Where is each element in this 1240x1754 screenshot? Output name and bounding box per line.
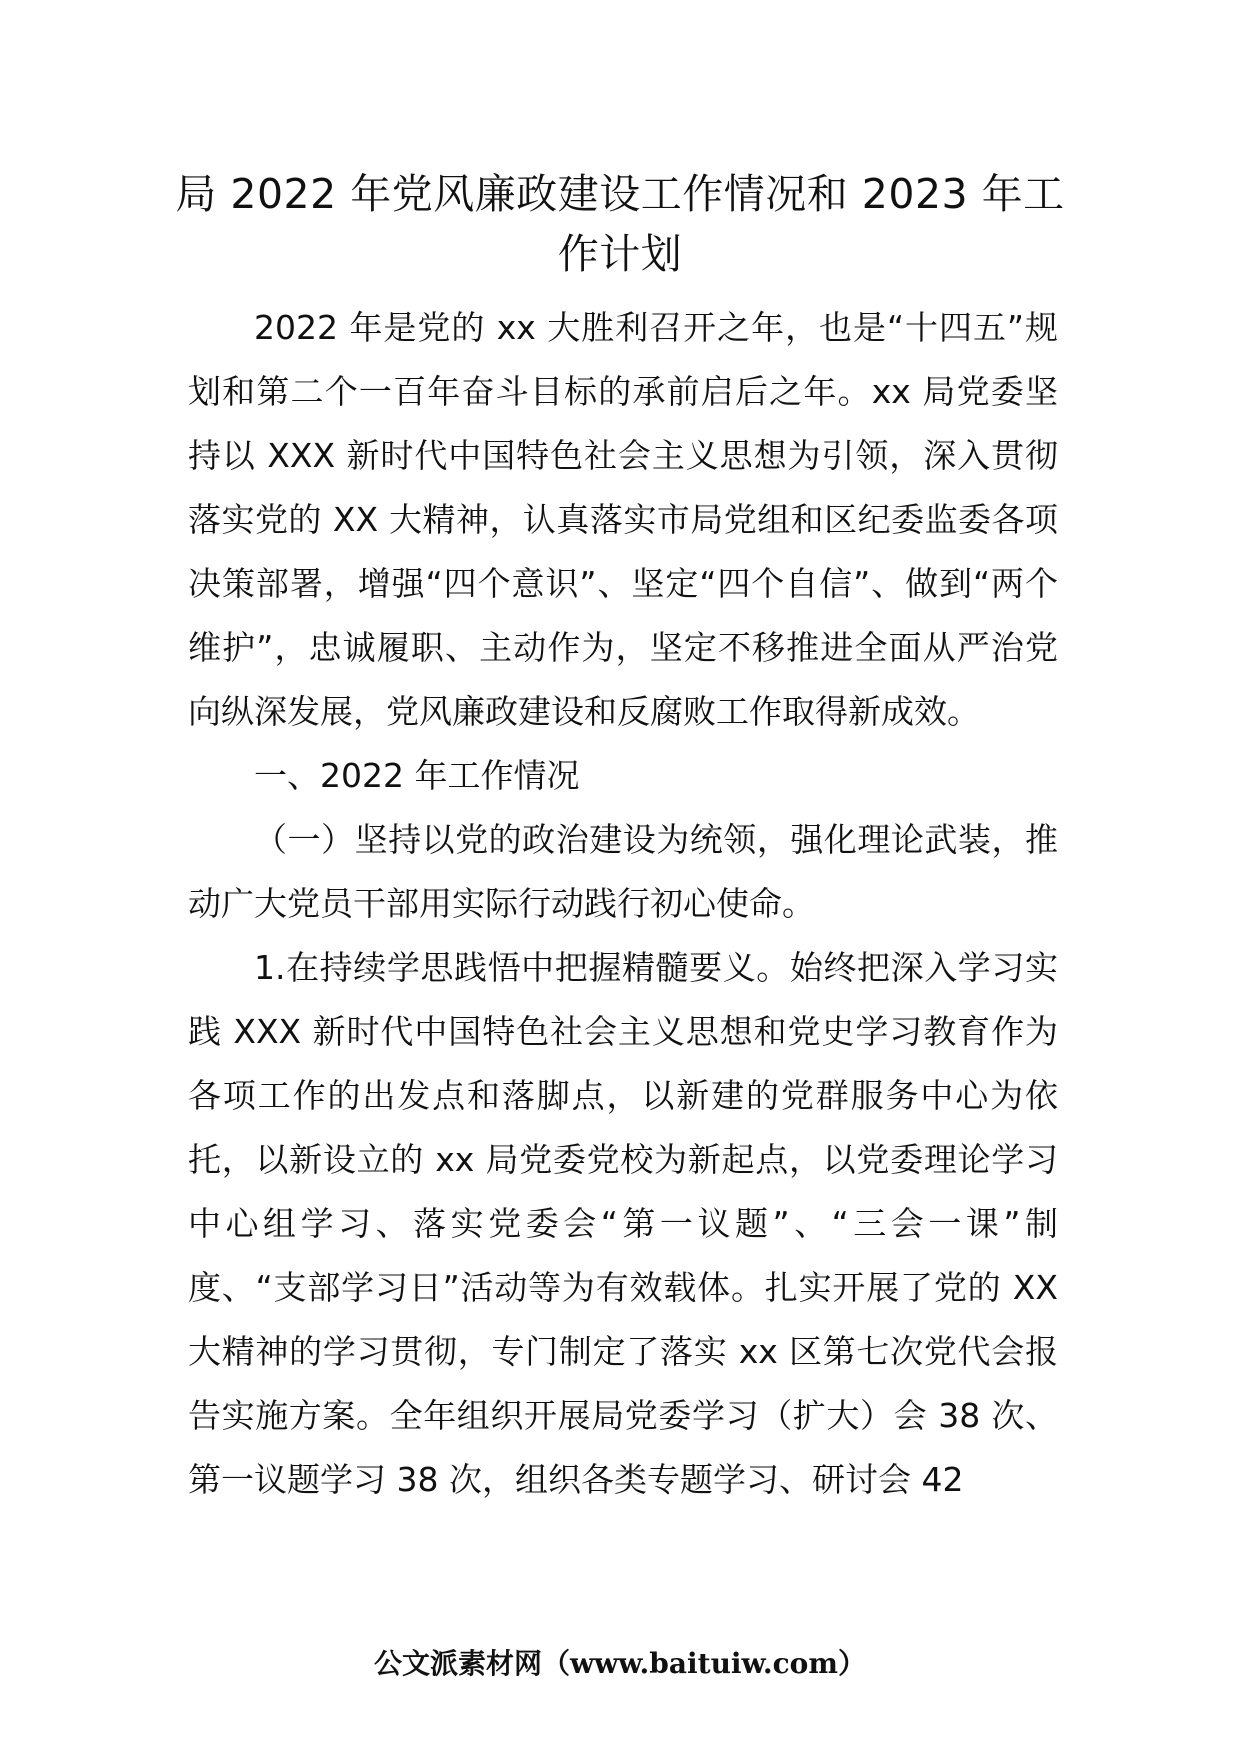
document-title: 局 2022 年党风廉政建设工作情况和 2023 年工作计划 [175,170,1065,278]
item-paragraph: 1.在持续学思践悟中把握精髓要义。始终把深入学习实践 XXX 新时代中国特色社会主义思想和党史学习教育作为各项工作的出发点和落脚点，以新建的党群服务中心为依托，以新设立的 xx 局党委党校为新起点，以党委理论学习中心组学习、落实党委会“第一议题”、“三会一课”制度、“支部学习日”活动等为有效载体。扎实开展了党的 XX 大精神的学习贯彻，专门制定了落实 xx 区第七次党代会报告实施方案。全年组织开展局党委学习（扩大）会 38 次、第一议题学习 38 次，组织各类专题学习、研讨会 42 [188,948,1058,1499]
watermark-footer: 公文派素材网（www.baituiw.com） [374,1647,866,1680]
intro-paragraph: 2022 年是党的 xx 大胜利召开之年，也是“十四五”规划和第二个一百年奋斗目标的承前启后之年。xx 局党委坚持以 XXX 新时代中国特色社会主义思想为引领，深入贯彻落实党的 XX 大精神，认真落实市局党组和区纪委监委各项决策部署，增强“四个意识”、坚定“四个自信”、做到“两个维护”，忠诚履职、主动作为，坚定不移推进全面从严治党向纵深发展，党风廉政建设和反腐败工作取得新成效。 [188,308,1058,731]
subsection-heading: （一）坚持以党的政治建设为统领，强化理论武装，推动广大党员干部用实际行动践行初心使命。 [188,820,1058,923]
document-body [188,296,1058,1512]
section-heading: 一、2022 年工作情况 [254,756,580,795]
